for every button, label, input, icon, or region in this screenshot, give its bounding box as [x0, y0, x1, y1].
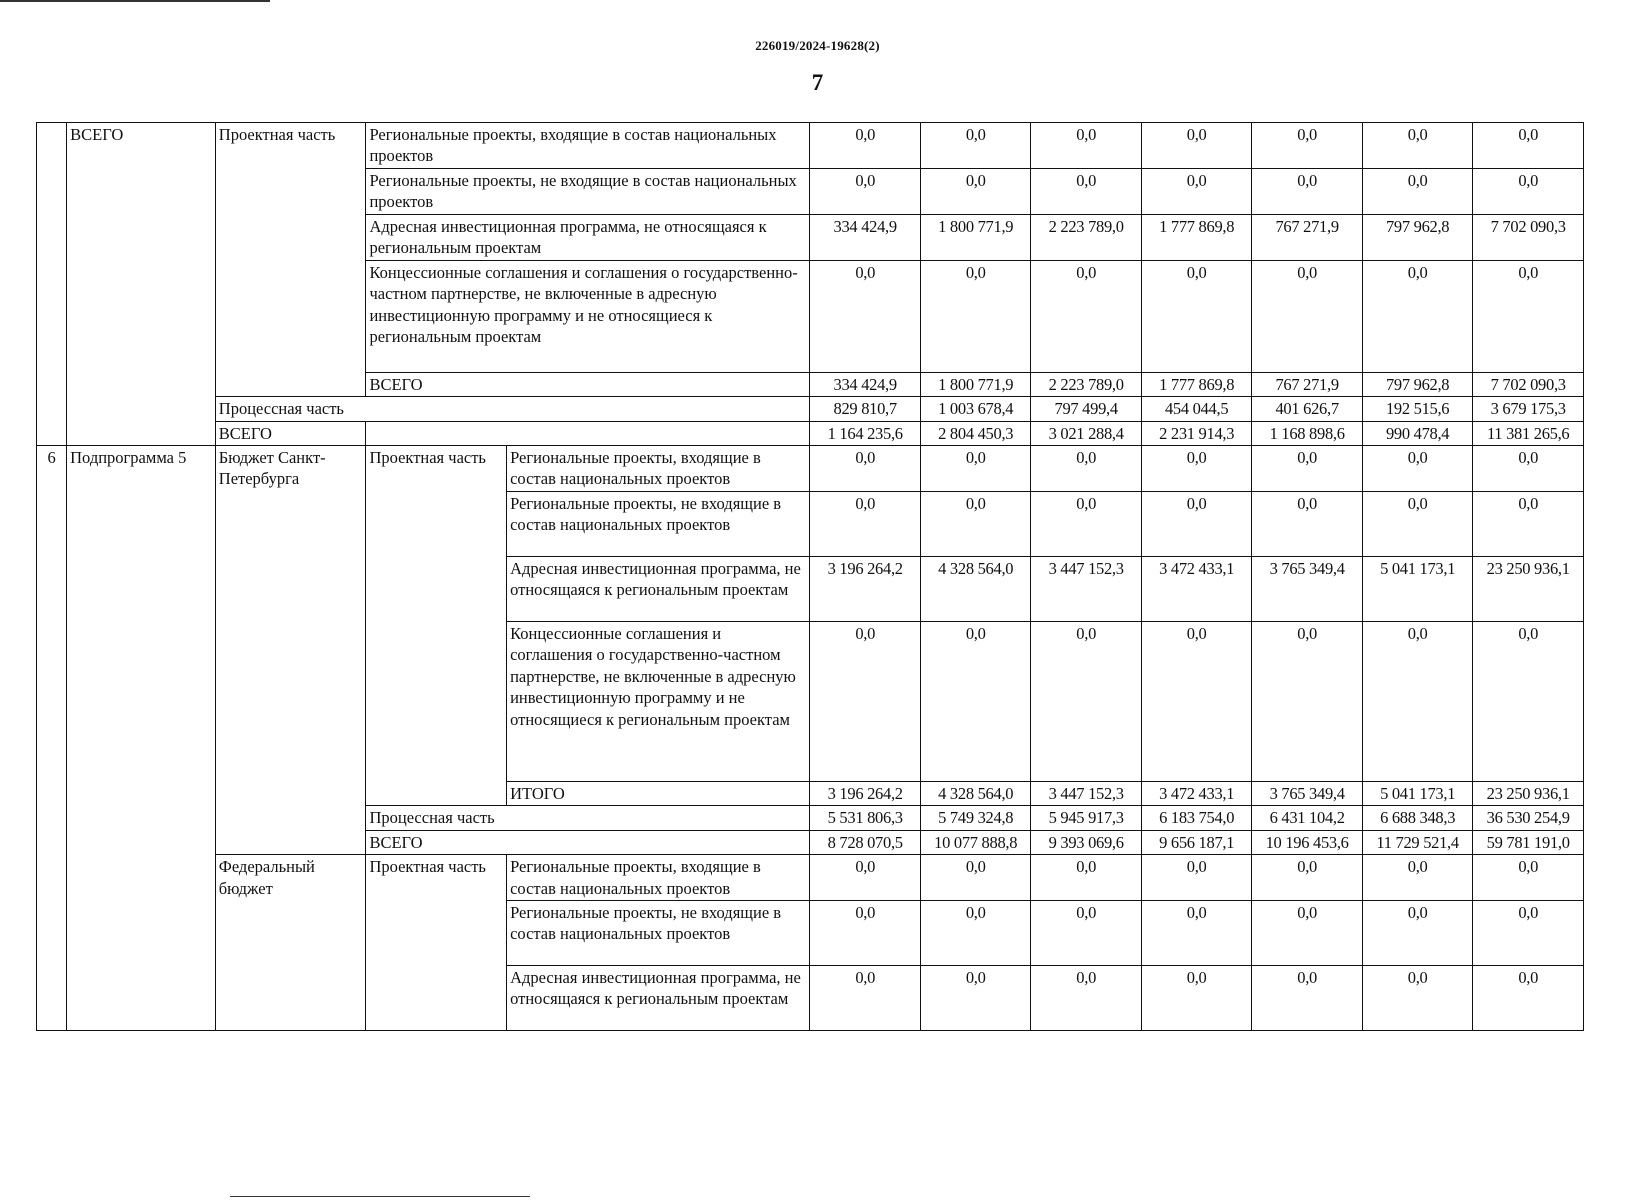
value-cell: 11 729 521,4	[1362, 830, 1472, 854]
value-cell: 1 164 235,6	[810, 421, 920, 445]
table-row	[37, 421, 1584, 445]
value-cell: 5 945 917,3	[1031, 806, 1141, 830]
table-row	[37, 445, 1584, 491]
category-label: Адресная инвестиционная программа, не относящаяся к региональным проектам	[366, 214, 810, 260]
value-cell: 0,0	[1362, 168, 1472, 214]
value-cell: 0,0	[920, 621, 1030, 781]
value-cell: 0,0	[1362, 260, 1472, 372]
value-cell: 10 196 453,6	[1252, 830, 1362, 854]
value-cell: 4 328 564,0	[920, 781, 1030, 805]
value-cell: 0,0	[1141, 491, 1251, 556]
value-cell: 0,0	[920, 491, 1030, 556]
itogo-label: ИТОГО	[507, 781, 810, 805]
value-cell: 1 777 869,8	[1141, 214, 1251, 260]
value-cell: 0,0	[1031, 168, 1141, 214]
value-cell: 36 530 254,9	[1473, 806, 1584, 830]
category-label: Концессионные соглашения и соглашения о государственно-частном партнерстве, не включенные в адресную инвестиционную программу и не относящиеся к региональным проектам	[507, 621, 810, 781]
category-label: Адресная инвестиционная программа, не относящаяся к региональным проектам	[507, 966, 810, 1031]
value-cell: 0,0	[1031, 901, 1141, 966]
value-cell: 0,0	[1473, 445, 1584, 491]
value-cell: 797 962,8	[1362, 372, 1472, 396]
table-row	[37, 855, 1584, 901]
value-cell: 0,0	[1473, 621, 1584, 781]
value-cell: 1 800 771,9	[920, 214, 1030, 260]
value-cell: 6 688 348,3	[1362, 806, 1472, 830]
value-cell: 3 447 152,3	[1031, 556, 1141, 621]
value-cell: 797 962,8	[1362, 214, 1472, 260]
value-cell: 0,0	[1362, 123, 1472, 169]
value-cell: 0,0	[810, 966, 920, 1031]
value-cell: 0,0	[1141, 621, 1251, 781]
value-cell: 0,0	[920, 123, 1030, 169]
value-cell: 0,0	[1141, 901, 1251, 966]
value-cell: 2 804 450,3	[920, 421, 1030, 445]
category-label: Региональные проекты, входящие в состав национальных проектов	[507, 445, 810, 491]
value-cell: 9 393 069,6	[1031, 830, 1141, 854]
value-cell: 401 626,7	[1252, 397, 1362, 421]
value-cell: 0,0	[1252, 901, 1362, 966]
value-cell: 0,0	[1141, 123, 1251, 169]
value-cell: 3 196 264,2	[810, 556, 920, 621]
budget-source-federal: Федеральный бюджет	[215, 855, 366, 1031]
value-cell: 0,0	[1141, 855, 1251, 901]
value-cell: 0,0	[1362, 966, 1472, 1031]
table-row	[37, 123, 1584, 169]
value-cell: 797 499,4	[1031, 397, 1141, 421]
row-number-cell	[37, 123, 67, 446]
value-cell: 5 041 173,1	[1362, 556, 1472, 621]
value-cell: 5 531 806,3	[810, 806, 920, 830]
value-cell: 0,0	[810, 260, 920, 372]
value-cell: 3 679 175,3	[1473, 397, 1584, 421]
value-cell: 59 781 191,0	[1473, 830, 1584, 854]
value-cell: 3 472 433,1	[1141, 556, 1251, 621]
value-cell: 0,0	[810, 168, 920, 214]
value-cell: 0,0	[920, 855, 1030, 901]
value-cell: 0,0	[1473, 491, 1584, 556]
table-row	[37, 397, 1584, 421]
value-cell: 7 702 090,3	[1473, 214, 1584, 260]
value-cell: 0,0	[1473, 260, 1584, 372]
value-cell: 0,0	[1141, 168, 1251, 214]
value-cell: 0,0	[920, 966, 1030, 1031]
value-cell: 3 765 349,4	[1252, 556, 1362, 621]
budget-source-spb: Бюджет Санкт-Петербурга	[215, 445, 366, 854]
category-label: Региональные проекты, не входящие в состав национальных проектов	[507, 901, 810, 966]
value-cell: 2 231 914,3	[1141, 421, 1251, 445]
value-cell: 0,0	[1362, 621, 1472, 781]
value-cell: 0,0	[1362, 445, 1472, 491]
value-cell: 1 003 678,4	[920, 397, 1030, 421]
value-cell: 0,0	[1141, 966, 1251, 1031]
row-number: 6	[37, 445, 67, 1030]
subtotal-label: ВСЕГО	[366, 372, 810, 396]
value-cell: 0,0	[920, 260, 1030, 372]
page-number: 7	[811, 70, 824, 95]
document-id: 226019/2024-19628(2)	[755, 38, 880, 53]
project-part-label: Проектная часть	[215, 123, 366, 397]
value-cell: 7 702 090,3	[1473, 372, 1584, 396]
value-cell: 0,0	[1031, 966, 1141, 1031]
value-cell: 0,0	[1473, 168, 1584, 214]
value-cell: 5 041 173,1	[1362, 781, 1472, 805]
value-cell: 0,0	[1252, 260, 1362, 372]
value-cell: 0,0	[1473, 901, 1584, 966]
value-cell: 0,0	[810, 123, 920, 169]
process-part-label: Процессная часть	[215, 397, 810, 421]
program-cell: ВСЕГО	[67, 123, 216, 446]
value-cell: 0,0	[810, 445, 920, 491]
value-cell: 3 196 264,2	[810, 781, 920, 805]
value-cell: 6 431 104,2	[1252, 806, 1362, 830]
empty-cell	[366, 421, 810, 445]
value-cell: 3 472 433,1	[1141, 781, 1251, 805]
value-cell: 9 656 187,1	[1141, 830, 1251, 854]
value-cell: 767 271,9	[1252, 372, 1362, 396]
value-cell: 0,0	[920, 901, 1030, 966]
value-cell: 767 271,9	[1252, 214, 1362, 260]
value-cell: 1 777 869,8	[1141, 372, 1251, 396]
subprogram-name: Подпрограмма 5	[67, 445, 216, 1030]
project-part-label: Проектная часть	[366, 855, 507, 1031]
value-cell: 2 223 789,0	[1031, 372, 1141, 396]
category-label: Региональные проекты, входящие в состав национальных проектов	[366, 123, 810, 169]
value-cell: 0,0	[810, 855, 920, 901]
value-cell: 334 424,9	[810, 214, 920, 260]
value-cell: 192 515,6	[1362, 397, 1472, 421]
value-cell: 454 044,5	[1141, 397, 1251, 421]
value-cell: 0,0	[1362, 901, 1472, 966]
value-cell: 3 021 288,4	[1031, 421, 1141, 445]
value-cell: 0,0	[1473, 123, 1584, 169]
category-label: Региональные проекты, входящие в состав национальных проектов	[507, 855, 810, 901]
value-cell: 0,0	[1252, 168, 1362, 214]
category-label: Концессионные соглашения и соглашения о государственно-частном партнерстве, не включенные в адресную инвестиционную программу и не относящиеся к региональным проектам	[366, 260, 810, 372]
value-cell: 4 328 564,0	[920, 556, 1030, 621]
value-cell: 829 810,7	[810, 397, 920, 421]
value-cell: 6 183 754,0	[1141, 806, 1251, 830]
category-label: Адресная инвестиционная программа, не относящаяся к региональным проектам	[507, 556, 810, 621]
value-cell: 0,0	[1141, 260, 1251, 372]
value-cell: 0,0	[1473, 855, 1584, 901]
value-cell: 11 381 265,6	[1473, 421, 1584, 445]
value-cell: 0,0	[1031, 491, 1141, 556]
category-label: Региональные проекты, не входящие в состав национальных проектов	[507, 491, 810, 556]
project-part-label: Проектная часть	[366, 445, 507, 805]
value-cell: 0,0	[1252, 491, 1362, 556]
value-cell: 5 749 324,8	[920, 806, 1030, 830]
value-cell: 0,0	[1473, 966, 1584, 1031]
total-label: ВСЕГО	[366, 830, 810, 854]
value-cell: 0,0	[1141, 445, 1251, 491]
value-cell: 0,0	[1362, 855, 1472, 901]
value-cell: 1 800 771,9	[920, 372, 1030, 396]
value-cell: 23 250 936,1	[1473, 556, 1584, 621]
process-part-label: Процессная часть	[366, 806, 810, 830]
value-cell: 0,0	[1031, 445, 1141, 491]
value-cell: 0,0	[1362, 491, 1472, 556]
value-cell: 0,0	[920, 168, 1030, 214]
value-cell: 0,0	[1031, 855, 1141, 901]
value-cell: 23 250 936,1	[1473, 781, 1584, 805]
value-cell: 0,0	[810, 621, 920, 781]
value-cell: 0,0	[1252, 123, 1362, 169]
value-cell: 3 765 349,4	[1252, 781, 1362, 805]
value-cell: 0,0	[810, 901, 920, 966]
value-cell: 0,0	[1031, 123, 1141, 169]
value-cell: 3 447 152,3	[1031, 781, 1141, 805]
value-cell: 0,0	[1031, 621, 1141, 781]
value-cell: 0,0	[1252, 966, 1362, 1031]
total-label: ВСЕГО	[215, 421, 366, 445]
scan-edge-line	[230, 1196, 530, 1197]
value-cell: 1 168 898,6	[1252, 421, 1362, 445]
budget-table	[36, 122, 1584, 1031]
value-cell: 0,0	[1031, 260, 1141, 372]
value-cell: 2 223 789,0	[1031, 214, 1141, 260]
value-cell: 990 478,4	[1362, 421, 1472, 445]
value-cell: 0,0	[1252, 855, 1362, 901]
category-label: Региональные проекты, не входящие в состав национальных проектов	[366, 168, 810, 214]
value-cell: 8 728 070,5	[810, 830, 920, 854]
value-cell: 0,0	[1252, 621, 1362, 781]
scan-edge-line	[0, 0, 270, 2]
value-cell: 10 077 888,8	[920, 830, 1030, 854]
value-cell: 0,0	[810, 491, 920, 556]
value-cell: 0,0	[1252, 445, 1362, 491]
value-cell: 0,0	[920, 445, 1030, 491]
value-cell: 334 424,9	[810, 372, 920, 396]
